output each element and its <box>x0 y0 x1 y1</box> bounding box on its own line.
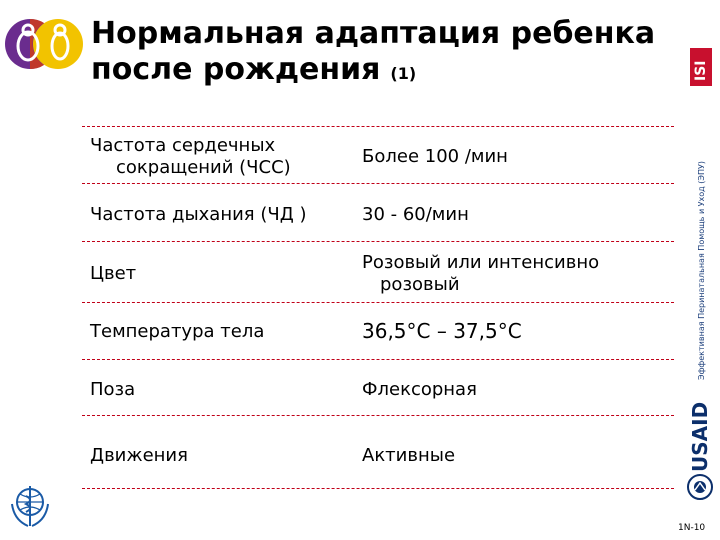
parameter-color: Цвет <box>90 263 137 284</box>
usaid-seal-icon <box>686 473 714 501</box>
parameter-heart-rate: Частота сердечных сокращений (ЧСС) <box>90 135 291 178</box>
title-line-2: после рождения <box>91 52 381 87</box>
value-body-temperature: 36,5°С – 37,5°С <box>362 319 522 343</box>
parameter-movements: Движения <box>90 445 188 466</box>
parameter-posture: Поза <box>90 379 136 400</box>
row-divider <box>82 241 674 242</box>
who-emblem-icon <box>6 480 54 532</box>
value-respiratory-rate: 30 - 60/мин <box>362 204 469 225</box>
page-title <box>91 16 671 92</box>
row-divider <box>82 302 674 303</box>
row-divider <box>82 359 674 360</box>
row-divider <box>82 415 674 416</box>
parameter-body-temperature: Температура тела <box>90 321 265 342</box>
row-divider <box>82 126 674 127</box>
slide-number: 1N-10 <box>678 523 706 533</box>
row-divider <box>82 183 674 184</box>
parameter-respiratory-rate: Частота дыхания (ЧД ) <box>90 204 307 225</box>
program-name-vertical: Эффективная Перинатальная Помощь и Уход (ЭПУ) <box>697 161 706 380</box>
isi-logo: ISI <box>690 48 712 86</box>
row-divider <box>82 488 674 489</box>
program-logo <box>4 6 84 82</box>
title-line-1: Нормальная адаптация ребенка <box>91 16 656 51</box>
value-posture: Флексорная <box>362 379 477 400</box>
title-number: (1) <box>390 64 417 83</box>
value-color: Розовый или интенсивно розовый <box>362 252 600 295</box>
value-heart-rate: Более 100 /мин <box>362 146 508 167</box>
value-movements: Активные <box>362 445 456 466</box>
usaid-logo: USAID <box>688 401 712 472</box>
